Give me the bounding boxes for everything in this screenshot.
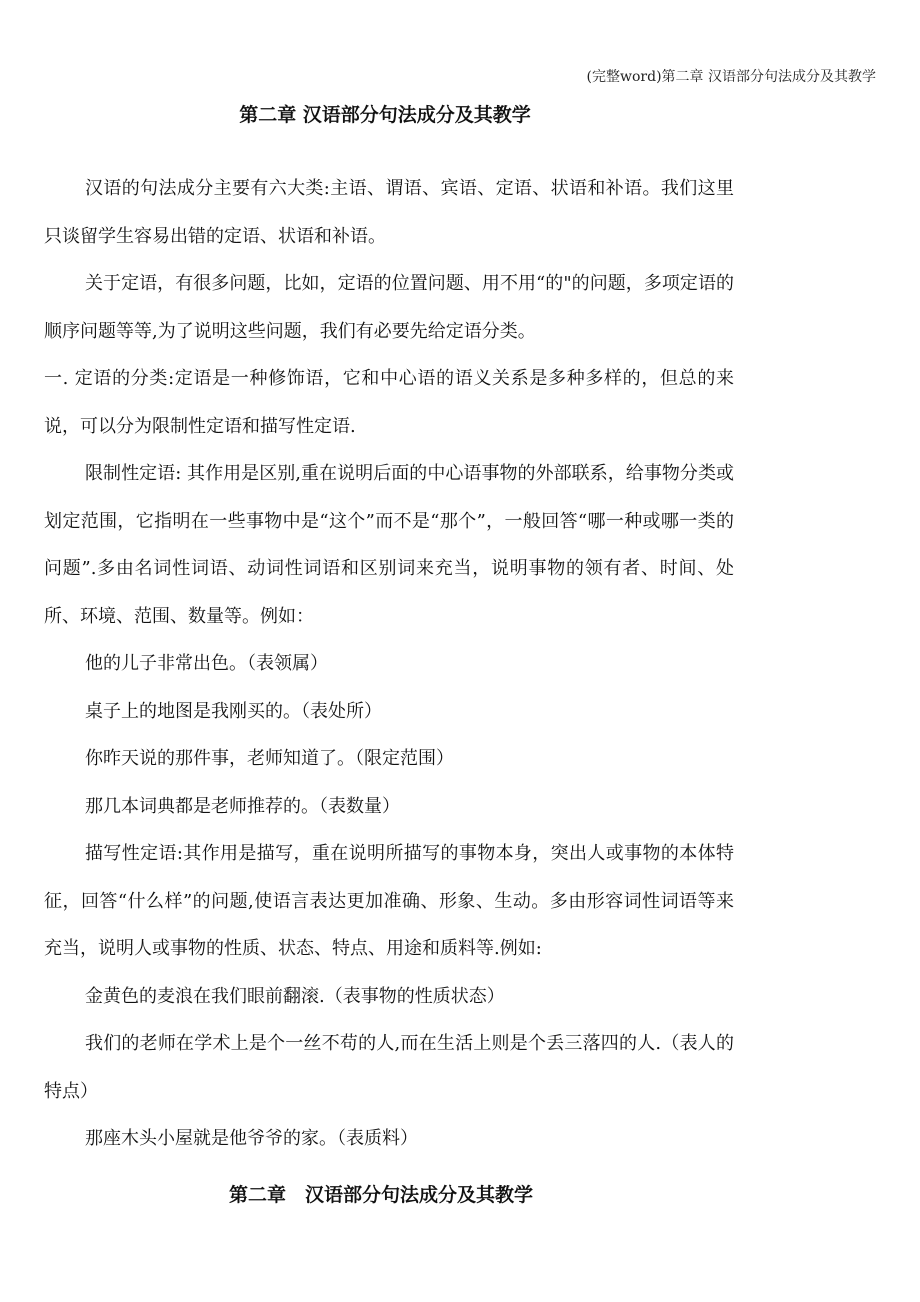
paragraph-descriptive: 描写性定语:其作用是描写，重在说明所描写的事物本身，突出人或事物的本体特征，回答“什么样”的问题,使语言表达更加准确、形象、生动。多由形容词性词语等来充当，说明人或事物的性质、状态、特点、用途和质料等.例如: [44, 843, 734, 959]
example-sentence: 金黄色的麦浪在我们眼前翻滚.（表事物的性质状态） [85, 985, 505, 1007]
example-sentence: 那几本词典都是老师推荐的。（表数量） [85, 795, 400, 817]
section-heading-classification: 一. 定语的分类:定语是一种修饰语，它和中心语的语义关系是多种多样的，但总的来说，可以分为限制性定语和描写性定语. [44, 368, 734, 437]
footer-chapter-title: 第二章 汉语部分句法成分及其教学 [228, 1184, 533, 1206]
example-sentence: 你昨天说的那件事，老师知道了。（限定范围） [85, 748, 454, 769]
example-sentence: 我们的老师在学术上是个一丝不苟的人,而在生活上则是个丢三落四的人.（表人的特点） [44, 1033, 734, 1102]
running-header: (完整word)第二章 汉语部分句法成分及其教学 [586, 69, 876, 85]
paragraph-restrictive: 限制性定语: 其作用是区别,重在说明后面的中心语事物的外部联系，给事物分类或划定范围，它指明在一些事物中是“这个”而不是“那个”，一般回答“哪一种或哪一类的问题”.多由名词性词语、动词性词语和区别词来充当，说明事物的领有者、时间、处所、环境、范围、数量等。例如： [44, 463, 734, 627]
paragraph-intro: 汉语的句法成分主要有六大类:主语、谓语、宾语、定语、状语和补语。我们这里只谈留学生容易出错的定语、状语和补语。 [44, 178, 734, 247]
document-body [44, 165, 734, 1163]
example-sentence: 桌子上的地图是我刚买的。（表处所） [85, 700, 382, 722]
paragraph-attributive-issues: 关于定语，有很多问题，比如，定语的位置问题、用不用“的"的问题，多项定语的顺序问题等等,为了说明这些问题，我们有必要先给定语分类。 [44, 273, 734, 342]
chapter-title: 第二章 汉语部分句法成分及其教学 [239, 104, 531, 126]
example-sentence: 那座木头小屋就是他爷爷的家。（表质料） [85, 1128, 418, 1149]
example-sentence: 他的儿子非常出色。（表领属） [85, 653, 328, 674]
